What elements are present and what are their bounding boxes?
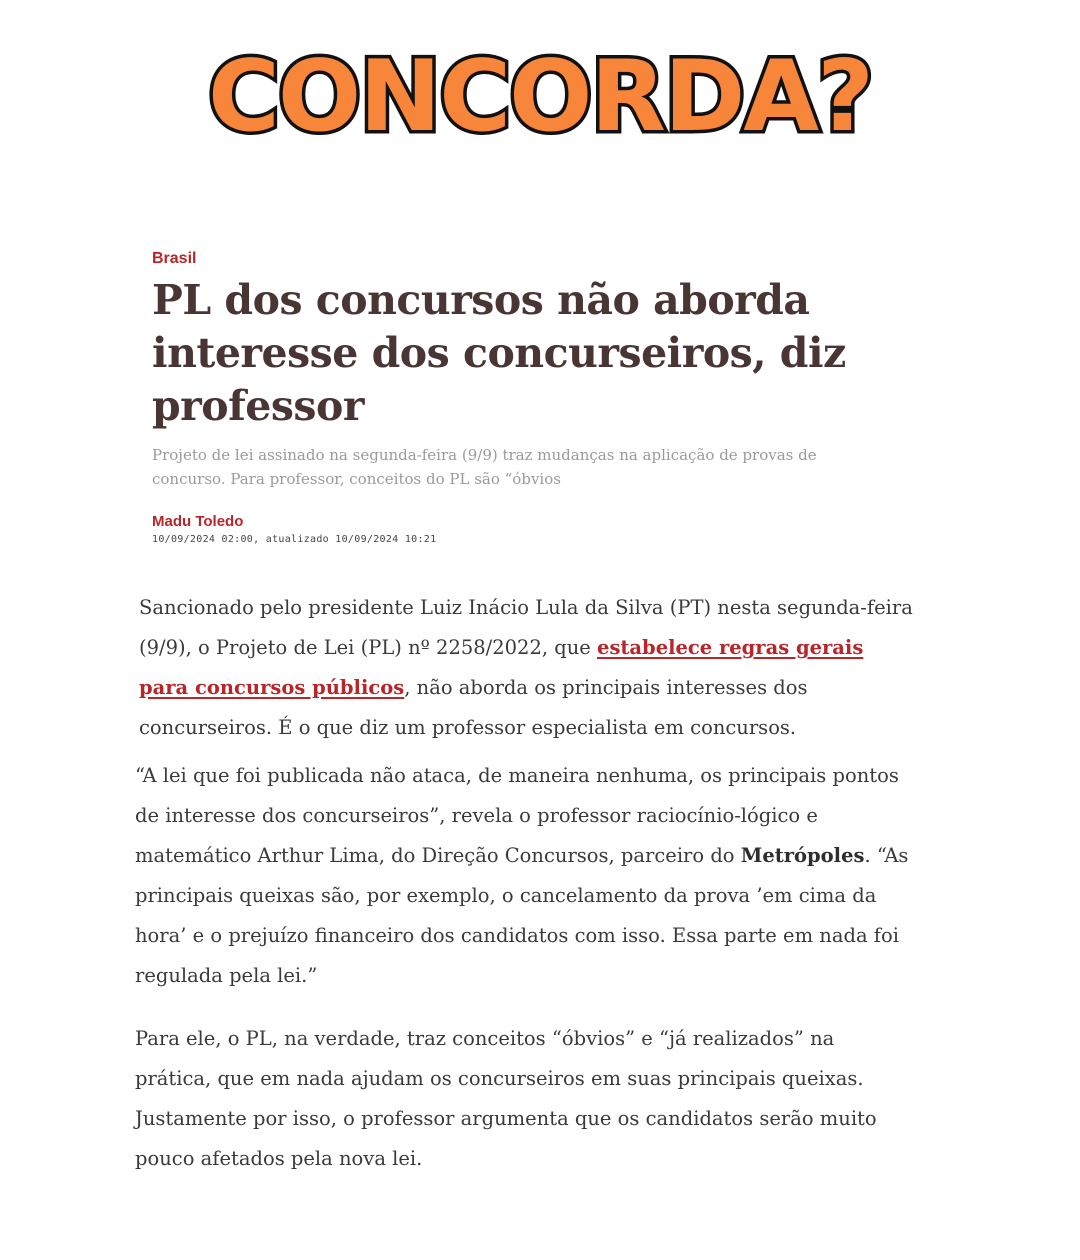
paragraph-text: . “As principais queixas são, por exemplo, o cancelamento da prova ’em cima da hora’ e o prejuízo financeiro dos candidatos com isso. Essa parte em nada foi regulada pela lei.”	[135, 844, 909, 987]
author-name[interactable]: Madu Toledo	[152, 513, 244, 530]
article-header	[152, 250, 872, 545]
paragraph-text: “A lei que foi publicada não ataca, de maneira nenhuma, os principais pontos de interesse dos concurseiros”, revela o professor raciocínio-lógico e matemático Arthur Lima, do Direção Concursos, parceiro do	[135, 764, 899, 867]
inline-link[interactable]: estabelece regras gerais para concursos públicos	[139, 636, 864, 699]
body-paragraph-3: Para ele, o PL, na verdade, traz conceitos “óbvios” e “já realizados” na prática, que em nada ajudam os concurseiros em suas principais queixas. Justamente por isso, o professor argumenta que os candidatos serão muito pouco afetados pela nova lei.	[135, 1027, 877, 1170]
banner	[0, 40, 1080, 154]
paragraph-text: , não aborda os principais interesses dos concurseiros. É o que diz um professor especialista em concursos.	[139, 676, 808, 739]
article-subheadline: Projeto de lei assinado na segunda-feira (9/9) traz mudanças na aplicação de provas de concurso. Para professor, conceitos do PL são “óbvios	[152, 446, 817, 488]
byline	[152, 513, 872, 545]
body-paragraph-1	[139, 588, 919, 748]
banner-title: CONCORDA?	[208, 40, 872, 154]
section-label[interactable]: Brasil	[152, 250, 197, 267]
brand-name: Metrópoles	[740, 844, 865, 867]
article-headline: PL dos concursos não aborda interesse dos concurseiros, diz professor	[152, 276, 846, 430]
publish-dates: 10/09/2024 02:00, atualizado 10/09/2024 10:21	[152, 534, 437, 545]
body-paragraph-2	[135, 756, 915, 996]
paragraph-text: Sancionado pelo presidente Luiz Inácio Lula da Silva (PT) nesta segunda-feira (9/9), o Projeto de Lei (PL) nº 2258/2022, que	[139, 596, 913, 659]
